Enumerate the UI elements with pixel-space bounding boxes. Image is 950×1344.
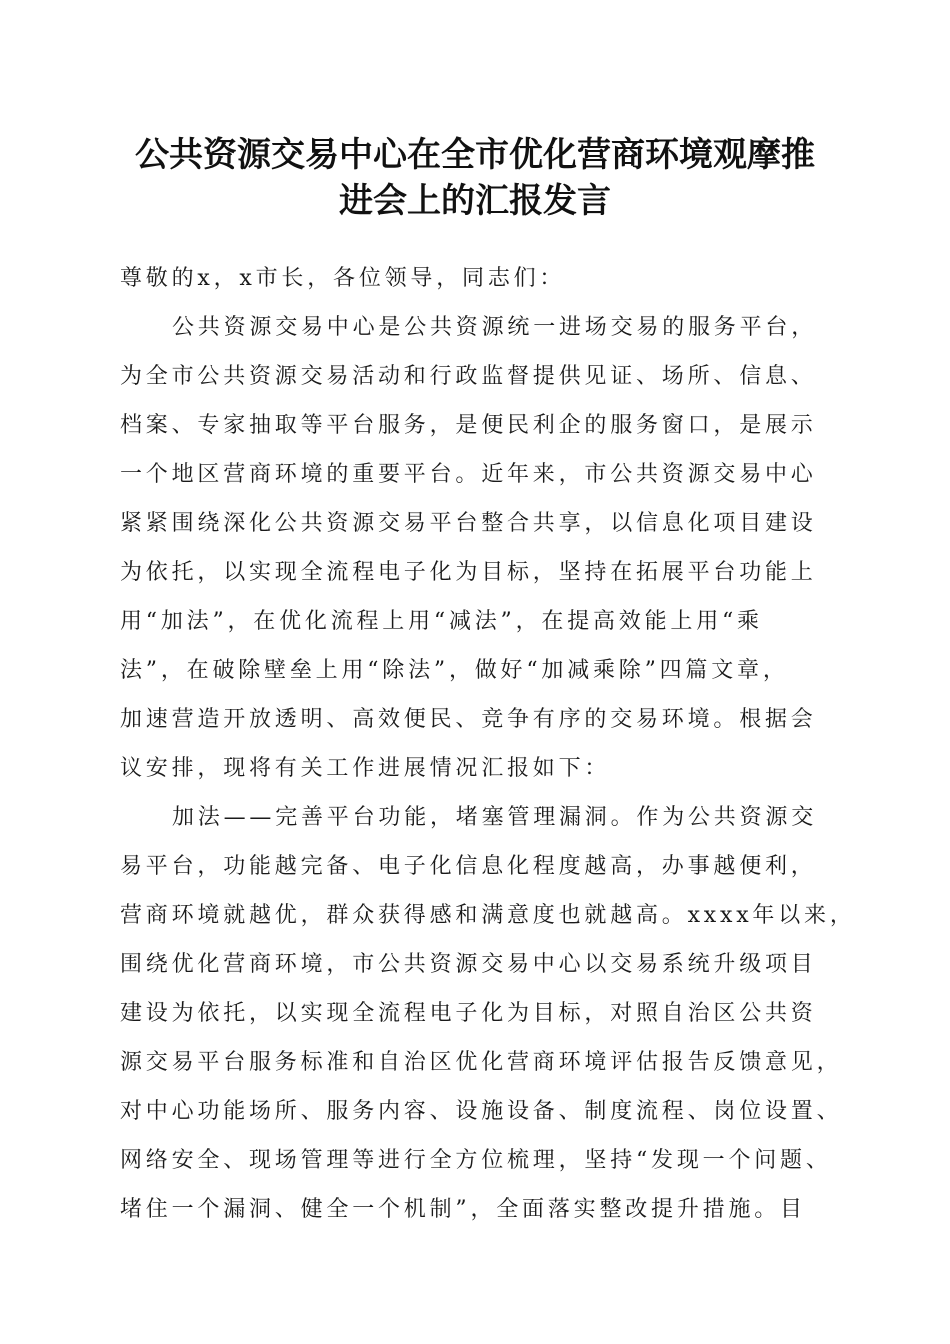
paragraph-2-line: 营商环境就越优，群众获得感和满意度也就越高。xxxx年以来，	[120, 903, 856, 928]
salutation: 尊敬的x，x市长，各位领导，同志们：	[120, 266, 566, 291]
paragraph-2-line: 围绕优化营商环境，市公共资源交易中心以交易系统升级项目	[120, 952, 817, 977]
paragraph-1-line: 加速营造开放透明、高效便民、竞争有序的交易环境。根据会	[120, 707, 817, 732]
document-body	[120, 254, 856, 1234]
document-title	[0, 132, 950, 224]
paragraph-2-line: 建设为依托，以实现全流程电子化为目标，对照自治区公共资	[120, 1001, 817, 1026]
paragraph-1-line: 用“加法”，在优化流程上用“减法”，在提高效能上用“乘	[120, 609, 763, 634]
paragraph-1-line: 为依托，以实现全流程电子化为目标，坚持在拓展平台功能上	[120, 560, 817, 585]
paragraph-2-line: 易平台，功能越完备、电子化信息化程度越高，办事越便利，	[120, 854, 817, 879]
paragraph-1-line: 一个地区营商环境的重要平台。近年来，市公共资源交易中心	[120, 462, 817, 487]
paragraph-2-line: 加法——完善平台功能，堵塞管理漏洞。作为公共资源交	[172, 805, 818, 830]
title-line: 进会上的汇报发言	[339, 181, 611, 221]
paragraph-2-line: 网络安全、现场管理等进行全方位梳理，坚持“发现一个问题、	[120, 1148, 832, 1173]
paragraph-1-line: 法”，在破除壁垒上用“除法”，做好“加减乘除”四篇文章，	[120, 658, 789, 683]
paragraph-1-line: 公共资源交易中心是公共资源统一进场交易的服务平台，	[172, 315, 818, 340]
paragraph-2-line: 堵住一个漏洞、健全一个机制”，全面落实整改提升措施。目	[120, 1197, 806, 1222]
paragraph-1-line: 紧紧围绕深化公共资源交易平台整合共享，以信息化项目建设	[120, 511, 817, 536]
paragraph-1-line: 议安排，现将有关工作进展情况汇报如下：	[120, 756, 611, 781]
paragraph-1-line: 为全市公共资源交易活动和行政监督提供见证、场所、信息、	[120, 364, 817, 389]
paragraph-1-line: 档案、专家抽取等平台服务，是便民利企的服务窗口，是展示	[120, 413, 817, 438]
paragraph-2-line: 对中心功能场所、服务内容、设施设备、制度流程、岗位设置、	[120, 1099, 843, 1124]
title-line: 公共资源交易中心在全市优化营商环境观摩推	[135, 135, 815, 175]
paragraph-2-line: 源交易平台服务标准和自治区优化营商环境评估报告反馈意见，	[120, 1050, 843, 1075]
